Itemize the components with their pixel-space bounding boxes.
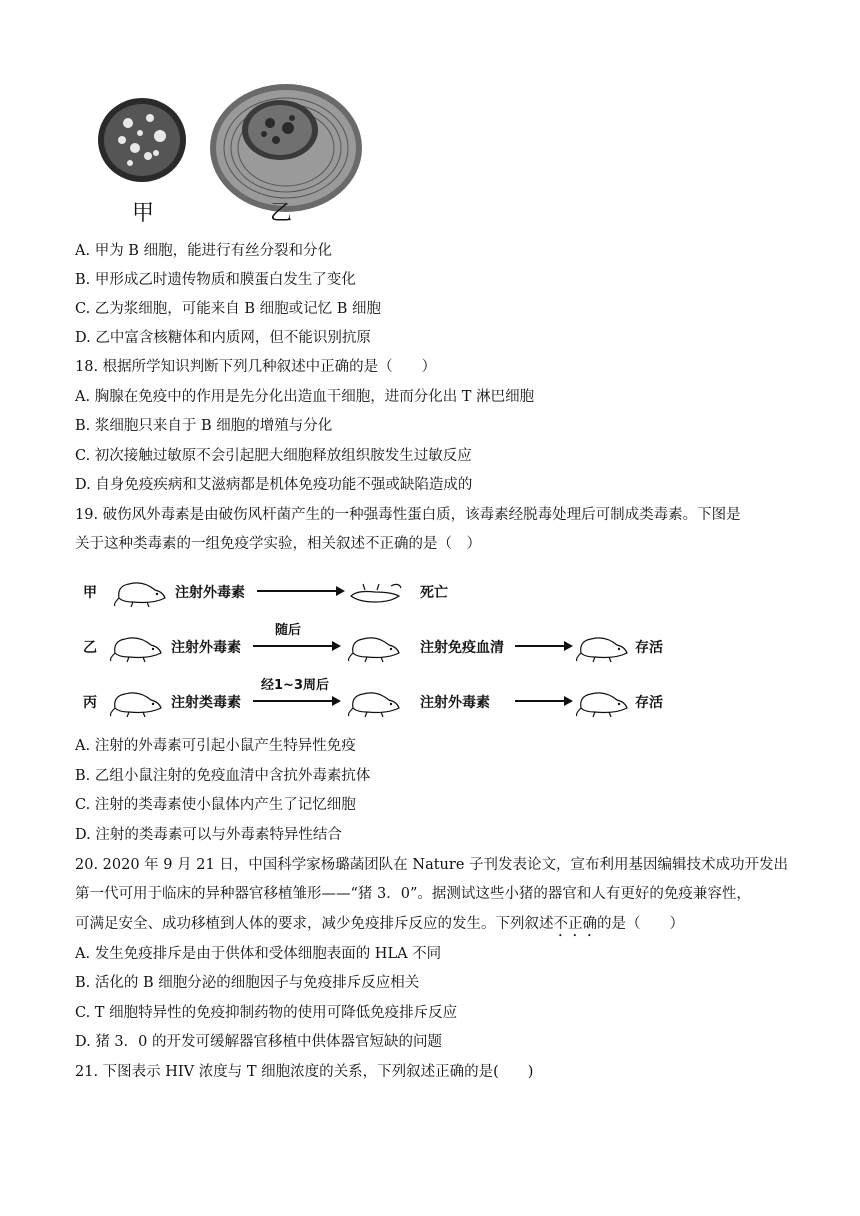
q21-stem: 21. 下图表示 HIV 浓度与 T 细胞浓度的关系，下列叙述正确的是( ) — [75, 1064, 534, 1080]
bing-step1: 注射类毒素 — [171, 695, 241, 711]
q20-stem-line1: 20. 2020 年 9 月 21 日，中国科学家杨璐菡团队在 Nature 子刊发表论文，宣布利用基因编辑技术成功开发出 — [75, 857, 789, 873]
q17-option-a: A. 甲为 B 细胞，能进行有丝分裂和分化 — [75, 243, 333, 259]
q18-option-d: D. 自身免疫疾病和艾滋病都是机体免疫功能不强或缺陷造成的 — [75, 477, 473, 493]
q20-option-a: A. 发生免疫排斥是由于供体和受体细胞表面的 HLA 不同 — [75, 946, 442, 962]
arrow — [515, 700, 571, 702]
mouse-icon — [347, 686, 403, 718]
arrow — [257, 590, 343, 592]
mouse-icon — [109, 631, 165, 663]
q20-option-b: B. 活化的 B 细胞分泌的细胞因子与免疫排斥反应相关 — [75, 975, 420, 991]
mouse-icon — [575, 686, 631, 718]
experiment-diagram — [75, 570, 695, 720]
q17-option-c: C. 乙为浆细胞，可能来自 B 细胞或记忆 B 细胞 — [75, 301, 382, 317]
q20-stem-line2: 第一代可用于临床的异种器官移植雏形——“猪 3．0”。据测试这些小猪的器官和人有更好的免疫兼容性， — [75, 886, 751, 902]
jia-result: 死亡 — [420, 585, 448, 601]
q20-stem-line3 — [75, 914, 684, 940]
q18-stem: 18. 根据所学知识判断下列几种叙述中正确的是（ ） — [75, 359, 437, 375]
q20-option-d: D. 猪 3．0 的开发可缓解器官移植中供体器官短缺的问题 — [75, 1034, 442, 1050]
mouse-icon — [109, 686, 165, 718]
group-label: 乙 — [83, 640, 97, 656]
q19-stem-line1: 19. 破伤风外毒素是由破伤风杆菌产生的一种强毒性蛋白质，该毒素经脱毒处理后可制成类毒素。下图是 — [75, 507, 741, 523]
bing-result: 存活 — [635, 695, 663, 711]
label-yi: 乙 — [270, 201, 293, 226]
q19-option-b: B. 乙组小鼠注射的免疫血清中含抗外毒素抗体 — [75, 768, 371, 784]
experiment-row-jia — [75, 572, 695, 612]
mouse-icon — [113, 576, 169, 608]
q18-option-a: A. 胸腺在免疫中的作用是先分化出造血干细胞，进而分化出 T 淋巴细胞 — [75, 389, 535, 405]
arrow — [515, 645, 571, 647]
q18-option-b: B. 浆细胞只来自于 B 细胞的增殖与分化 — [75, 418, 333, 434]
yi-result: 存活 — [635, 640, 663, 656]
group-label: 丙 — [83, 695, 97, 711]
yi-step2: 注射免疫血清 — [420, 640, 504, 656]
arrow — [253, 700, 339, 702]
experiment-row-bing — [75, 678, 695, 722]
q19-option-c: C. 注射的类毒素使小鼠体内产生了记忆细胞 — [75, 797, 356, 813]
jia-step1: 注射外毒素 — [175, 585, 245, 601]
yi-step1: 注射外毒素 — [171, 640, 241, 656]
q18-option-c: C. 初次接触过敏原不会引起肥大细胞释放组织胺发生过敏反应 — [75, 448, 472, 464]
mouse-icon — [347, 631, 403, 663]
label-jia: 甲 — [132, 201, 155, 226]
q19-option-d: D. 注射的类毒素可以与外毒素特异性结合 — [75, 827, 342, 843]
experiment-row-yi — [75, 623, 695, 667]
arrow — [253, 645, 339, 647]
q19-stem-line2: 关于这种类毒素的一组免疫学实验，相关叙述不正确的是（ ） — [75, 536, 481, 552]
q19-option-a: A. 注射的外毒素可引起小鼠产生特异性免疫 — [75, 738, 356, 754]
bing-over-arrow: 经1~3周后 — [261, 678, 329, 693]
q20-option-c: C. T 细胞特异性的免疫抑制药物的使用可降低免疫排斥反应 — [75, 1005, 458, 1021]
q20-stem-line3-post: 的是（ ） — [597, 916, 684, 932]
q17-option-d: D. 乙中富含核糖体和内质网，但不能识别抗原 — [75, 330, 371, 346]
mouse-icon — [575, 631, 631, 663]
q20-stem-line3-pre: 可满足安全、成功移植到人体的要求，减少免疫排斥反应的发生。下列叙述 — [75, 916, 554, 932]
dead-mouse-icon — [347, 576, 403, 608]
q17-option-b: B. 甲形成乙时遗传物质和膜蛋白发生了变化 — [75, 272, 356, 288]
group-label: 甲 — [83, 585, 97, 601]
yi-over-arrow: 随后 — [275, 623, 302, 638]
cell-micrograph-figure — [90, 78, 370, 228]
bing-step2: 注射外毒素 — [420, 695, 490, 711]
q20-emphasis: 不正确 — [553, 916, 597, 932]
